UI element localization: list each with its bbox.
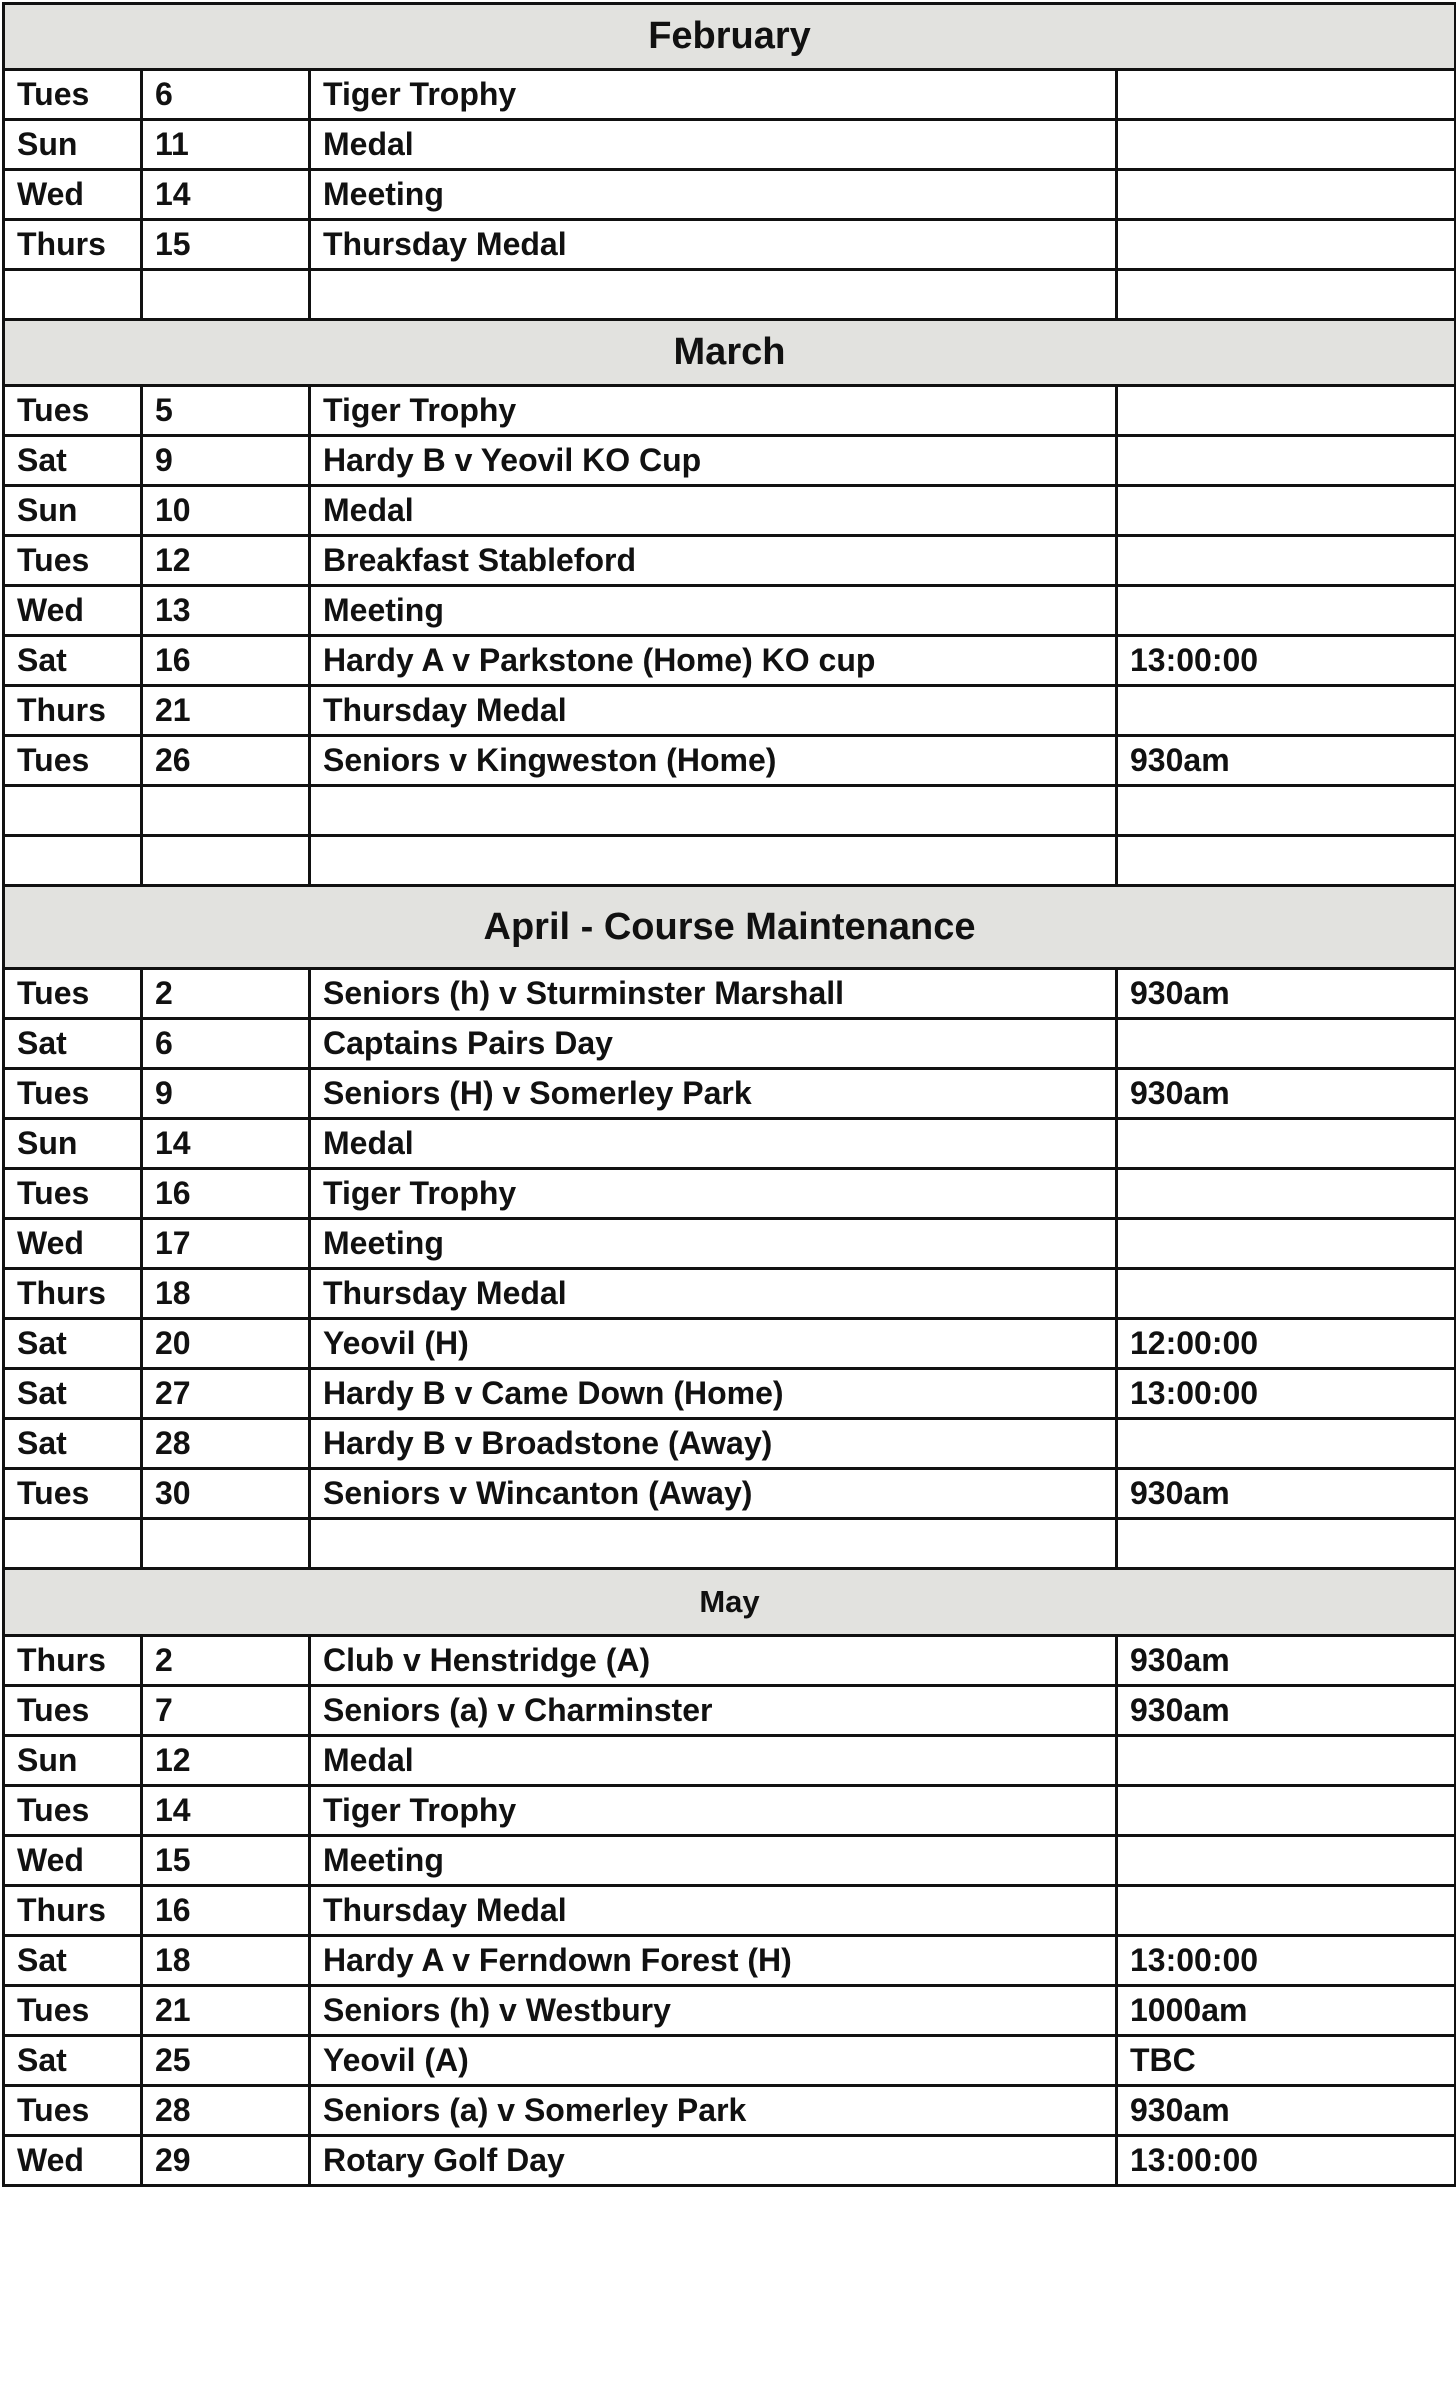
date-cell: 7: [142, 1686, 310, 1736]
day-cell: Tues: [4, 1069, 142, 1119]
time-cell: [1117, 1786, 1456, 1836]
day-cell: Tues: [4, 1169, 142, 1219]
event-cell: Seniors (h) v Sturminster Marshall: [310, 969, 1117, 1019]
event-cell: Medal: [310, 1119, 1117, 1169]
day-cell: Thurs: [4, 686, 142, 736]
event-cell: Hardy B v Broadstone (Away): [310, 1419, 1117, 1469]
event-cell: Thursday Medal: [310, 220, 1117, 270]
day-cell: Sun: [4, 120, 142, 170]
event-cell: Thursday Medal: [310, 686, 1117, 736]
time-cell: 930am: [1117, 969, 1456, 1019]
date-cell: 5: [142, 386, 310, 436]
empty-cell: [310, 836, 1117, 886]
table-row: [4, 1836, 1456, 1886]
event-cell: Rotary Golf Day: [310, 2136, 1117, 2186]
fixtures-page: [2, 2, 1454, 2187]
blank-row: [4, 1519, 1456, 1569]
table-row: [4, 736, 1456, 786]
time-cell: 13:00:00: [1117, 1936, 1456, 1986]
empty-cell: [4, 270, 142, 320]
empty-cell: [1117, 786, 1456, 836]
empty-cell: [1117, 270, 1456, 320]
time-cell: [1117, 70, 1456, 120]
event-cell: Club v Henstridge (A): [310, 1636, 1117, 1686]
empty-cell: [310, 1519, 1117, 1569]
time-cell: TBC: [1117, 2036, 1456, 2086]
time-cell: [1117, 686, 1456, 736]
date-cell: 11: [142, 120, 310, 170]
date-cell: 9: [142, 1069, 310, 1119]
day-cell: Tues: [4, 536, 142, 586]
day-cell: Wed: [4, 1836, 142, 1886]
date-cell: 20: [142, 1319, 310, 1369]
month-header-may: [4, 1569, 1456, 1636]
day-cell: Thurs: [4, 220, 142, 270]
event-cell: Hardy A v Parkstone (Home) KO cup: [310, 636, 1117, 686]
table-row: [4, 1419, 1456, 1469]
time-cell: 930am: [1117, 1636, 1456, 1686]
time-cell: [1117, 1219, 1456, 1269]
day-cell: Sat: [4, 1319, 142, 1369]
event-cell: Medal: [310, 486, 1117, 536]
event-cell: Tiger Trophy: [310, 1786, 1117, 1836]
table-row: [4, 1686, 1456, 1736]
table-row: [4, 2036, 1456, 2086]
event-cell: Seniors v Wincanton (Away): [310, 1469, 1117, 1519]
month-title: May: [4, 1569, 1456, 1636]
table-row: [4, 536, 1456, 586]
event-cell: Tiger Trophy: [310, 70, 1117, 120]
event-cell: Seniors v Kingweston (Home): [310, 736, 1117, 786]
event-cell: Meeting: [310, 586, 1117, 636]
day-cell: Wed: [4, 2136, 142, 2186]
event-cell: Yeovil (A): [310, 2036, 1117, 2086]
day-cell: Sun: [4, 1736, 142, 1786]
empty-cell: [4, 1519, 142, 1569]
day-cell: Tues: [4, 969, 142, 1019]
event-cell: Medal: [310, 1736, 1117, 1786]
month-header-march: [4, 320, 1456, 386]
time-cell: [1117, 1736, 1456, 1786]
month-title: March: [4, 320, 1456, 386]
date-cell: 18: [142, 1936, 310, 1986]
date-cell: 12: [142, 1736, 310, 1786]
time-cell: [1117, 1836, 1456, 1886]
time-cell: 930am: [1117, 1469, 1456, 1519]
date-cell: 10: [142, 486, 310, 536]
time-cell: 930am: [1117, 1686, 1456, 1736]
event-cell: Seniors (a) v Charminster: [310, 1686, 1117, 1736]
event-cell: Hardy B v Came Down (Home): [310, 1369, 1117, 1419]
day-cell: Thurs: [4, 1269, 142, 1319]
day-cell: Sun: [4, 486, 142, 536]
day-cell: Sat: [4, 636, 142, 686]
table-row: [4, 70, 1456, 120]
time-cell: [1117, 386, 1456, 436]
date-cell: 14: [142, 170, 310, 220]
event-cell: Meeting: [310, 1219, 1117, 1269]
date-cell: 25: [142, 2036, 310, 2086]
empty-cell: [4, 836, 142, 886]
blank-row: [4, 786, 1456, 836]
empty-cell: [142, 836, 310, 886]
date-cell: 18: [142, 1269, 310, 1319]
time-cell: 930am: [1117, 2086, 1456, 2136]
day-cell: Thurs: [4, 1886, 142, 1936]
fixtures-table: [2, 2, 1456, 2187]
date-cell: 9: [142, 436, 310, 486]
date-cell: 29: [142, 2136, 310, 2186]
empty-cell: [142, 786, 310, 836]
time-cell: [1117, 486, 1456, 536]
event-cell: Tiger Trophy: [310, 386, 1117, 436]
day-cell: Sat: [4, 1419, 142, 1469]
date-cell: 14: [142, 1786, 310, 1836]
event-cell: Captains Pairs Day: [310, 1019, 1117, 1069]
empty-cell: [310, 270, 1117, 320]
day-cell: Tues: [4, 386, 142, 436]
event-cell: Seniors (h) v Westbury: [310, 1986, 1117, 2036]
blank-row: [4, 836, 1456, 886]
date-cell: 13: [142, 586, 310, 636]
time-cell: 1000am: [1117, 1986, 1456, 2036]
empty-cell: [142, 1519, 310, 1569]
time-cell: [1117, 1886, 1456, 1936]
date-cell: 6: [142, 1019, 310, 1069]
date-cell: 12: [142, 536, 310, 586]
event-cell: Seniors (a) v Somerley Park: [310, 2086, 1117, 2136]
date-cell: 21: [142, 1986, 310, 2036]
table-row: [4, 1269, 1456, 1319]
time-cell: [1117, 120, 1456, 170]
month-header-april: [4, 886, 1456, 969]
day-cell: Tues: [4, 1686, 142, 1736]
table-row: [4, 1469, 1456, 1519]
table-row: [4, 386, 1456, 436]
time-cell: 13:00:00: [1117, 1369, 1456, 1419]
table-row: [4, 1219, 1456, 1269]
empty-cell: [310, 786, 1117, 836]
event-cell: Medal: [310, 120, 1117, 170]
day-cell: Sat: [4, 1936, 142, 1986]
day-cell: Tues: [4, 1986, 142, 2036]
table-row: [4, 1736, 1456, 1786]
day-cell: Wed: [4, 586, 142, 636]
date-cell: 16: [142, 1886, 310, 1936]
day-cell: Wed: [4, 170, 142, 220]
event-cell: Breakfast Stableford: [310, 536, 1117, 586]
day-cell: Sat: [4, 1369, 142, 1419]
event-cell: Hardy A v Ferndown Forest (H): [310, 1936, 1117, 1986]
event-cell: Thursday Medal: [310, 1269, 1117, 1319]
date-cell: 15: [142, 1836, 310, 1886]
time-cell: 12:00:00: [1117, 1319, 1456, 1369]
table-row: [4, 969, 1456, 1019]
table-row: [4, 1636, 1456, 1686]
table-row: [4, 1786, 1456, 1836]
date-cell: 2: [142, 1636, 310, 1686]
date-cell: 28: [142, 2086, 310, 2136]
event-cell: Yeovil (H): [310, 1319, 1117, 1369]
day-cell: Tues: [4, 1786, 142, 1836]
table-row: [4, 170, 1456, 220]
date-cell: 28: [142, 1419, 310, 1469]
table-row: [4, 486, 1456, 536]
table-row: [4, 1119, 1456, 1169]
time-cell: [1117, 586, 1456, 636]
date-cell: 16: [142, 1169, 310, 1219]
day-cell: Tues: [4, 1469, 142, 1519]
month-title: February: [4, 4, 1456, 70]
date-cell: 15: [142, 220, 310, 270]
empty-cell: [1117, 1519, 1456, 1569]
event-cell: Tiger Trophy: [310, 1169, 1117, 1219]
day-cell: Sat: [4, 2036, 142, 2086]
event-cell: Thursday Medal: [310, 1886, 1117, 1936]
event-cell: Meeting: [310, 170, 1117, 220]
time-cell: [1117, 436, 1456, 486]
table-row: [4, 1369, 1456, 1419]
time-cell: 13:00:00: [1117, 2136, 1456, 2186]
event-cell: Hardy B v Yeovil KO Cup: [310, 436, 1117, 486]
date-cell: 16: [142, 636, 310, 686]
table-row: [4, 1169, 1456, 1219]
table-row: [4, 1019, 1456, 1069]
table-row: [4, 120, 1456, 170]
time-cell: [1117, 1119, 1456, 1169]
table-row: [4, 586, 1456, 636]
date-cell: 26: [142, 736, 310, 786]
time-cell: [1117, 1019, 1456, 1069]
event-cell: Seniors (H) v Somerley Park: [310, 1069, 1117, 1119]
time-cell: [1117, 536, 1456, 586]
time-cell: 930am: [1117, 1069, 1456, 1119]
time-cell: [1117, 170, 1456, 220]
event-cell: Meeting: [310, 1836, 1117, 1886]
time-cell: 930am: [1117, 736, 1456, 786]
day-cell: Sat: [4, 436, 142, 486]
table-row: [4, 1886, 1456, 1936]
table-row: [4, 1069, 1456, 1119]
blank-row: [4, 270, 1456, 320]
table-row: [4, 2136, 1456, 2186]
month-title: April - Course Maintenance: [4, 886, 1456, 969]
month-header-february: [4, 4, 1456, 70]
table-row: [4, 1319, 1456, 1369]
table-row: [4, 636, 1456, 686]
date-cell: 27: [142, 1369, 310, 1419]
time-cell: [1117, 220, 1456, 270]
date-cell: 6: [142, 70, 310, 120]
date-cell: 14: [142, 1119, 310, 1169]
time-cell: [1117, 1419, 1456, 1469]
table-row: [4, 436, 1456, 486]
day-cell: Tues: [4, 70, 142, 120]
time-cell: 13:00:00: [1117, 636, 1456, 686]
time-cell: [1117, 1169, 1456, 1219]
time-cell: [1117, 1269, 1456, 1319]
date-cell: 2: [142, 969, 310, 1019]
table-row: [4, 686, 1456, 736]
day-cell: Tues: [4, 2086, 142, 2136]
day-cell: Thurs: [4, 1636, 142, 1686]
day-cell: Wed: [4, 1219, 142, 1269]
day-cell: Sun: [4, 1119, 142, 1169]
day-cell: Sat: [4, 1019, 142, 1069]
table-row: [4, 220, 1456, 270]
date-cell: 21: [142, 686, 310, 736]
day-cell: Tues: [4, 736, 142, 786]
table-row: [4, 1936, 1456, 1986]
empty-cell: [1117, 836, 1456, 886]
empty-cell: [4, 786, 142, 836]
date-cell: 17: [142, 1219, 310, 1269]
empty-cell: [142, 270, 310, 320]
table-row: [4, 1986, 1456, 2036]
date-cell: 30: [142, 1469, 310, 1519]
table-row: [4, 2086, 1456, 2136]
